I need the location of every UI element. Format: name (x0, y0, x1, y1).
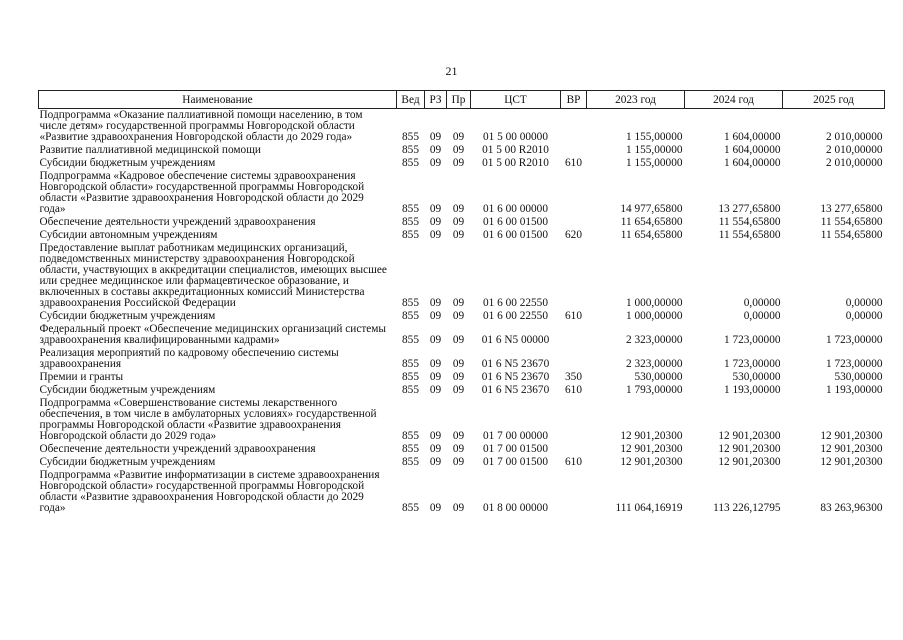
row-ved: 855 (402, 384, 419, 396)
row-ved: 855 (402, 297, 419, 309)
row-pr: 09 (452, 502, 465, 514)
row-name: Субсидии бюджетным учреждениям (39, 456, 216, 468)
row-value-2024: 12 901,20300 (718, 430, 781, 442)
row-cst: 01 6 00 22550 (483, 297, 548, 309)
row-rz: 09 (429, 502, 442, 514)
header-ved: Вед (397, 91, 425, 109)
row-value-2025: 12 901,20300 (820, 443, 883, 455)
row-value-2024: 0,00000 (743, 310, 781, 322)
row-cst: 01 7 00 00000 (483, 430, 548, 442)
row-pr: 09 (452, 131, 465, 143)
row-cst: 01 6 00 01500 (483, 216, 548, 228)
row-pr: 09 (452, 157, 465, 169)
row-value-2023: 1 155,00000 (626, 144, 683, 156)
row-ved: 855 (402, 157, 419, 169)
row-vr (561, 216, 587, 229)
row-rz: 09 (429, 203, 442, 215)
row-pr: 09 (452, 310, 465, 322)
row-vr (561, 144, 587, 157)
row-vr (561, 347, 587, 371)
table-row (39, 157, 885, 170)
row-ved: 855 (402, 443, 419, 455)
row-value-2023: 1 000,00000 (626, 310, 683, 322)
row-rz: 09 (429, 334, 442, 346)
row-value-2023: 11 654,65800 (620, 216, 683, 228)
table-row (39, 384, 885, 397)
row-cst: 01 7 00 01500 (483, 443, 548, 455)
row-value-2025: 12 901,20300 (820, 430, 883, 442)
table-header (39, 91, 885, 109)
row-name: Развитие паллиативной медицинской помощи (39, 144, 261, 156)
header-cst: ЦСТ (471, 91, 561, 109)
row-rz: 09 (429, 384, 442, 396)
row-name: Обеспечение деятельности учреждений здравоохранения (39, 216, 316, 228)
row-value-2023: 11 654,65800 (620, 229, 683, 241)
row-name: Субсидии бюджетным учреждениям (39, 384, 216, 396)
row-pr: 09 (452, 456, 465, 468)
row-name: Подпрограмма «Кадровое обеспечение системы здравоохранения Новгородской области» государственной программы Новгородской области «Развитие здравоохранения Новгородской области до 2029 года» (39, 170, 365, 215)
header-pr: Пр (447, 91, 471, 109)
row-value-2023: 12 901,20300 (620, 430, 683, 442)
table-row (39, 469, 885, 515)
table-row (39, 109, 885, 145)
row-name: Предоставление выплат работникам медицинских организаций, подведомственных министерству здравоохранения Новгородской области, участвующих в аккредитации специалистов, имеющих высшее или среднее медицинское или фармацевтическое образование, и включенных в составы аккредитационных комиссий Министерства здравоохранения Российской Федерации (39, 242, 387, 309)
row-ved: 855 (402, 502, 419, 514)
row-value-2024: 1 604,00000 (724, 157, 781, 169)
row-rz: 09 (429, 297, 442, 309)
row-pr: 09 (452, 297, 465, 309)
table-row (39, 371, 885, 384)
row-value-2023: 1 155,00000 (626, 157, 683, 169)
table-row (39, 323, 885, 347)
row-name: Премии и гранты (39, 371, 124, 383)
header-2024: 2024 год (685, 91, 783, 109)
row-vr (561, 170, 587, 216)
row-cst: 01 6 00 00000 (483, 203, 548, 215)
row-cst: 01 6 00 01500 (483, 229, 548, 241)
row-value-2025: 2 010,00000 (826, 144, 883, 156)
row-ved: 855 (402, 216, 419, 228)
row-rz: 09 (429, 229, 442, 241)
row-value-2023: 1 155,00000 (626, 131, 683, 143)
row-ved: 855 (402, 358, 419, 370)
table-row (39, 229, 885, 242)
row-rz: 09 (429, 358, 442, 370)
row-name: Подпрограмма «Развитие информатизации в системе здравоохранения Новгородской области» государственной программы Новгородской области «Развитие здравоохранения Новгородской области до 2029 года» (39, 469, 380, 514)
row-ved: 855 (402, 334, 419, 346)
row-value-2024: 530,00000 (732, 371, 781, 383)
row-value-2023: 1 793,00000 (626, 384, 683, 396)
row-rz: 09 (429, 430, 442, 442)
row-pr: 09 (452, 144, 465, 156)
row-name: Подпрограмма «Совершенствование системы лекарственного обеспечения, в том числе в амбулаторных условиях» государственной программы Новгородской области «Развитие здравоохранения Новгородской области до 2029 года» (39, 397, 377, 442)
table-row (39, 347, 885, 371)
row-value-2025: 530,00000 (834, 371, 883, 383)
row-value-2024: 1 193,00000 (724, 384, 781, 396)
row-value-2024: 12 901,20300 (718, 443, 781, 455)
row-value-2025: 11 554,65800 (820, 229, 883, 241)
row-cst: 01 6 N5 23670 (481, 384, 550, 396)
row-cst: 01 6 N5 23670 (481, 358, 550, 370)
row-vr: 610 (565, 456, 582, 468)
row-rz: 09 (429, 456, 442, 468)
row-cst: 01 6 00 22550 (483, 310, 548, 322)
table-body (39, 109, 885, 516)
row-vr: 610 (565, 310, 582, 322)
row-vr: 610 (565, 384, 582, 396)
row-value-2025: 12 901,20300 (820, 456, 883, 468)
row-value-2024: 12 901,20300 (718, 456, 781, 468)
row-value-2024: 1 723,00000 (724, 358, 781, 370)
row-rz: 09 (429, 371, 442, 383)
row-value-2023: 14 977,65800 (620, 203, 683, 215)
header-vr: ВР (561, 91, 587, 109)
table-row (39, 397, 885, 443)
table-row (39, 456, 885, 469)
row-ved: 855 (402, 456, 419, 468)
row-pr: 09 (452, 216, 465, 228)
table-row (39, 144, 885, 157)
row-vr: 620 (565, 229, 582, 241)
table-row (39, 310, 885, 323)
row-rz: 09 (429, 443, 442, 455)
row-value-2023: 12 901,20300 (620, 443, 683, 455)
row-pr: 09 (452, 334, 465, 346)
row-value-2023: 12 901,20300 (620, 456, 683, 468)
row-pr: 09 (452, 371, 465, 383)
page-number: 21 (445, 64, 458, 78)
header-rz: РЗ (425, 91, 447, 109)
row-value-2024: 11 554,65800 (718, 229, 781, 241)
row-vr (561, 323, 587, 347)
table-row (39, 443, 885, 456)
row-value-2024: 13 277,65800 (718, 203, 781, 215)
row-value-2024: 113 226,12795 (713, 502, 781, 514)
budget-table (38, 90, 885, 515)
row-rz: 09 (429, 144, 442, 156)
row-rz: 09 (429, 310, 442, 322)
table-row (39, 170, 885, 216)
row-value-2025: 2 010,00000 (826, 157, 883, 169)
row-cst: 01 5 00 R2010 (482, 157, 549, 169)
row-pr: 09 (452, 358, 465, 370)
row-rz: 09 (429, 131, 442, 143)
row-name: Субсидии автономным учреждениям (39, 229, 218, 241)
row-vr (561, 242, 587, 310)
row-value-2024: 11 554,65800 (718, 216, 781, 228)
row-cst: 01 8 00 00000 (483, 502, 548, 514)
row-ved: 855 (402, 310, 419, 322)
row-value-2024: 1 604,00000 (724, 131, 781, 143)
row-pr: 09 (452, 229, 465, 241)
row-value-2025: 0,00000 (845, 297, 883, 309)
row-rz: 09 (429, 216, 442, 228)
row-cst: 01 5 00 R2010 (482, 144, 549, 156)
row-name: Реализация мероприятий по кадровому обеспечению системы здравоохранения (39, 347, 339, 370)
header-2025: 2025 год (783, 91, 885, 109)
row-value-2025: 83 263,96300 (820, 502, 883, 514)
row-value-2023: 2 323,00000 (626, 358, 683, 370)
row-value-2025: 1 723,00000 (826, 334, 883, 346)
row-ved: 855 (402, 144, 419, 156)
row-cst: 01 7 00 01500 (483, 456, 548, 468)
row-ved: 855 (402, 131, 419, 143)
row-value-2025: 1 193,00000 (826, 384, 883, 396)
row-rz: 09 (429, 157, 442, 169)
row-value-2025: 0,00000 (845, 310, 883, 322)
row-value-2025: 13 277,65800 (820, 203, 883, 215)
table-row (39, 242, 885, 310)
row-pr: 09 (452, 443, 465, 455)
row-pr: 09 (452, 203, 465, 215)
row-vr (561, 109, 587, 145)
row-value-2025: 1 723,00000 (826, 358, 883, 370)
row-cst: 01 6 N5 23670 (481, 371, 550, 383)
row-vr: 610 (565, 157, 582, 169)
row-vr (561, 443, 587, 456)
row-cst: 01 5 00 00000 (483, 131, 548, 143)
row-vr: 350 (565, 371, 582, 383)
row-ved: 855 (402, 203, 419, 215)
row-ved: 855 (402, 371, 419, 383)
table-row (39, 216, 885, 229)
row-value-2023: 2 323,00000 (626, 334, 683, 346)
row-ved: 855 (402, 430, 419, 442)
row-name: Обеспечение деятельности учреждений здравоохранения (39, 443, 316, 455)
row-vr (561, 469, 587, 515)
row-name: Субсидии бюджетным учреждениям (39, 310, 216, 322)
row-name: Федеральный проект «Обеспечение медицинских организаций системы здравоохранения квалифицированными кадрами» (39, 323, 387, 346)
row-value-2023: 1 000,00000 (626, 297, 683, 309)
header-name: Наименование (39, 91, 397, 109)
row-value-2023: 530,00000 (634, 371, 683, 383)
row-pr: 09 (452, 384, 465, 396)
row-cst: 01 6 N5 00000 (481, 334, 550, 346)
row-ved: 855 (402, 229, 419, 241)
row-value-2024: 1 604,00000 (724, 144, 781, 156)
header-2023: 2023 год (587, 91, 685, 109)
row-pr: 09 (452, 430, 465, 442)
row-value-2025: 11 554,65800 (820, 216, 883, 228)
row-vr (561, 397, 587, 443)
row-value-2023: 111 064,16919 (615, 502, 683, 514)
row-value-2024: 0,00000 (743, 297, 781, 309)
row-value-2024: 1 723,00000 (724, 334, 781, 346)
row-name: Субсидии бюджетным учреждениям (39, 157, 216, 169)
row-name: Подпрограмма «Оказание паллиативной помощи населению, в том числе детям» государственной программы Новгородской области «Развитие здравоохранения Новгородской области до 2029 года» (39, 109, 363, 143)
row-value-2025: 2 010,00000 (826, 131, 883, 143)
